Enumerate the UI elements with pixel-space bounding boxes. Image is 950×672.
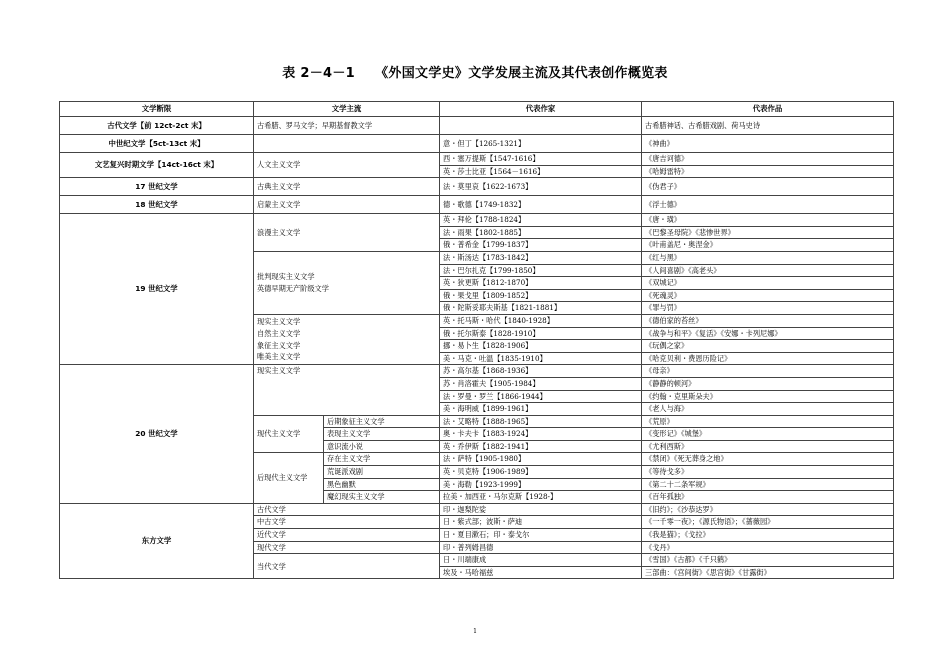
work-cell: 《罪与罚》 (642, 302, 894, 315)
writer-cell: 美・海勒【1923-1999】 (440, 478, 642, 491)
work-cell: 《老人与海》 (642, 403, 894, 416)
writer-cell: 英・狄更斯【1812-1870】 (440, 277, 642, 290)
work-cell: 《战争与和平》《复活》《安娜・卡列尼娜》 (642, 327, 894, 340)
work-cell: 《哈姆雷特》 (642, 165, 894, 178)
stream-cell: 古希腊、罗马文学；早期基督教文学 (254, 117, 440, 135)
writer-cell: 西・塞万提斯【1547-1616】 (440, 153, 642, 166)
writer-cell: 法・萨特【1905-1980】 (440, 453, 642, 466)
literature-overview-table (59, 101, 894, 579)
work-cell: 《哈克贝利・费恩历险记》 (642, 352, 894, 365)
writer-cell: 英・莎士比亚【1564－1616】 (440, 165, 642, 178)
table-row (60, 178, 894, 196)
work-cell: 《神曲》 (642, 135, 894, 153)
stream-cell (254, 314, 440, 364)
work-cell: 《伪君子》 (642, 178, 894, 196)
writer-cell: 美・海明威【1899-1961】 (440, 403, 642, 416)
substream-cell: 存在主义文学 (324, 453, 440, 466)
work-cell: 《叶甫盖尼・奥涅金》 (642, 239, 894, 252)
stream-cell: 当代文学 (254, 554, 440, 579)
header-stream: 文学主流 (254, 102, 440, 117)
writer-cell: 美・马克・吐温【1835-1910】 (440, 352, 642, 365)
writer-cell: 英・贝克特【1906-1989】 (440, 466, 642, 479)
stream-cell (254, 135, 440, 153)
table-row (60, 196, 894, 214)
header-era: 文学断限 (60, 102, 254, 117)
work-cell: 《第二十二条军规》 (642, 478, 894, 491)
writer-cell: 俄・果戈里【1809-1852】 (440, 289, 642, 302)
work-cell: 《玩偶之家》 (642, 340, 894, 353)
writer-cell: 法・巴尔扎克【1799-1850】 (440, 264, 642, 277)
writer-cell: 俄・陀斯妥耶夫斯基【1821-1881】 (440, 302, 642, 315)
stream-line: 现实主义文学 (257, 317, 301, 327)
writer-cell: 英・拜伦【1788-1824】 (440, 214, 642, 227)
stream-cell: 现实主义文学 (254, 365, 440, 415)
work-cell: 《约翰・克里斯朵夫》 (642, 390, 894, 403)
writer-cell: 印・迦梨陀娑 (440, 503, 642, 516)
stream-line: 唯美主义文学 (257, 352, 301, 362)
work-cell: 《旧约》；《沙恭达罗》 (642, 503, 894, 516)
writer-cell: 英・托马斯・哈代【1840-1928】 (440, 314, 642, 327)
work-cell: 《荒原》 (642, 415, 894, 428)
work-cell: 《母亲》 (642, 365, 894, 378)
work-cell: 《浮士德》 (642, 196, 894, 214)
work-cell: 《死魂灵》 (642, 289, 894, 302)
writer-cell: 俄・托尔斯泰【1828-1910】 (440, 327, 642, 340)
stream-line: 批判现实主义文学 (257, 272, 315, 282)
stream-cell: 启蒙主义文学 (254, 196, 440, 214)
work-cell: 《雪国》《古都》《千只鹤》 (642, 554, 894, 567)
era-medieval: 中世纪文学【5ct-13ct 末】 (60, 135, 254, 153)
writer-cell: 奥・卡夫卡【1883-1924】 (440, 428, 642, 441)
table-row (60, 365, 894, 378)
stream-cell (254, 251, 440, 314)
work-cell: 三部曲：《宫间街》《思宫街》《甘露街》 (642, 566, 894, 579)
stream-cell: 中古文学 (254, 516, 440, 529)
work-cell: 《等待戈多》 (642, 466, 894, 479)
header-work: 代表作品 (642, 102, 894, 117)
work-cell: 《一千零一夜》；《源氏物语》；《蔷薇园》 (642, 516, 894, 529)
writer-cell: 法・罗曼・罗兰【1866-1944】 (440, 390, 642, 403)
writer-cell: 法・艾略特【1888-1965】 (440, 415, 642, 428)
table-row (60, 503, 894, 516)
work-cell: 《唐吉诃德》 (642, 153, 894, 166)
era-renaissance: 文艺复兴时期文学【14ct-16ct 末】 (60, 153, 254, 178)
work-cell: 《尤利西斯》 (642, 440, 894, 453)
writer-cell: 苏・肖洛霍夫【1905-1984】 (440, 377, 642, 390)
work-cell: 《人间喜剧》《高老头》 (642, 264, 894, 277)
era-17th: 17 世纪文学 (60, 178, 254, 196)
stream-line: 自然主义文学 (257, 329, 301, 339)
writer-cell: 法・雨果【1802-1885】 (440, 226, 642, 239)
work-cell: 《禁闭》《死无葬身之地》 (642, 453, 894, 466)
table-header-row (60, 102, 894, 117)
writer-cell: 苏・高尔基【1868-1936】 (440, 365, 642, 378)
work-cell: 《红与黑》 (642, 251, 894, 264)
era-ancient: 古代文学【前 12ct-2ct 末】 (60, 117, 254, 135)
era-eastern: 东方文学 (60, 503, 254, 579)
writer-cell: 拉美・加西亚・马尔克斯【1928-】 (440, 491, 642, 504)
work-cell: 《变形记》《城堡》 (642, 428, 894, 441)
writer-cell: 挪・易卜生【1828-1906】 (440, 340, 642, 353)
stream-line: 象征主义文学 (257, 340, 301, 350)
header-writer: 代表作家 (440, 102, 642, 117)
writer-cell: 法・莫里哀【1622-1673】 (440, 178, 642, 196)
writer-cell: 法・斯汤达【1783-1842】 (440, 251, 642, 264)
page-title: 表 2－4－1 《外国文学史》文学发展主流及其代表创作概览表 (282, 66, 668, 81)
era-19th: 19 世纪文学 (60, 214, 254, 365)
stream-line: 英德早期无产阶级文学 (257, 283, 329, 293)
work-cell: 《唐・璜》 (642, 214, 894, 227)
stream-cell: 古典主义文学 (254, 178, 440, 196)
substream-cell: 意识流小说 (324, 440, 440, 453)
work-cell: 《双城记》 (642, 277, 894, 290)
substream-cell: 黑色幽默 (324, 478, 440, 491)
writer-cell: 意・但丁【1265-1321】 (440, 135, 642, 153)
substream-cell: 荒诞派戏剧 (324, 466, 440, 479)
work-cell: 《百年孤独》 (642, 491, 894, 504)
work-cell: 《戈丹》 (642, 541, 894, 554)
stream-cell: 近代文学 (254, 529, 440, 542)
work-cell: 《静静的顿河》 (642, 377, 894, 390)
work-cell: 古希腊神话、古希腊戏剧、荷马史诗 (642, 117, 894, 135)
writer-cell: 英・乔伊斯【1882-1941】 (440, 440, 642, 453)
work-cell: 《我是猫》；《戈拉》 (642, 529, 894, 542)
era-18th: 18 世纪文学 (60, 196, 254, 214)
substream-cell: 表现主义文学 (324, 428, 440, 441)
stream-cell: 后现代主义文学 (254, 453, 324, 503)
table-row (60, 117, 894, 135)
writer-cell: 日・川端康成 (440, 554, 642, 567)
writer-cell: 德・歌德【1749-1832】 (440, 196, 642, 214)
stream-cell: 现代文学 (254, 541, 440, 554)
stream-cell: 人文主义文学 (254, 153, 440, 178)
writer-cell: 日・紫式部；波斯・萨迪 (440, 516, 642, 529)
table-row (60, 214, 894, 227)
substream-cell: 后期象征主义文学 (324, 415, 440, 428)
writer-cell: 埃及・马哈福兹 (440, 566, 642, 579)
table-row (60, 135, 894, 153)
stream-cell: 浪漫主义文学 (254, 214, 440, 252)
substream-cell: 魔幻现实主义文学 (324, 491, 440, 504)
writer-cell: 印・普列姆昌德 (440, 541, 642, 554)
work-cell: 《德伯家的苔丝》 (642, 314, 894, 327)
writer-cell: 俄・普希金【1799-1837】 (440, 239, 642, 252)
work-cell: 《巴黎圣母院》《悲惨世界》 (642, 226, 894, 239)
stream-cell: 古代文学 (254, 503, 440, 516)
era-20th: 20 世纪文学 (60, 365, 254, 504)
writer-cell (440, 117, 642, 135)
stream-cell: 现代主义文学 (254, 415, 324, 453)
page-number: 1 (473, 628, 477, 635)
writer-cell: 日・夏目漱石；印・泰戈尔 (440, 529, 642, 542)
table-row (60, 153, 894, 166)
